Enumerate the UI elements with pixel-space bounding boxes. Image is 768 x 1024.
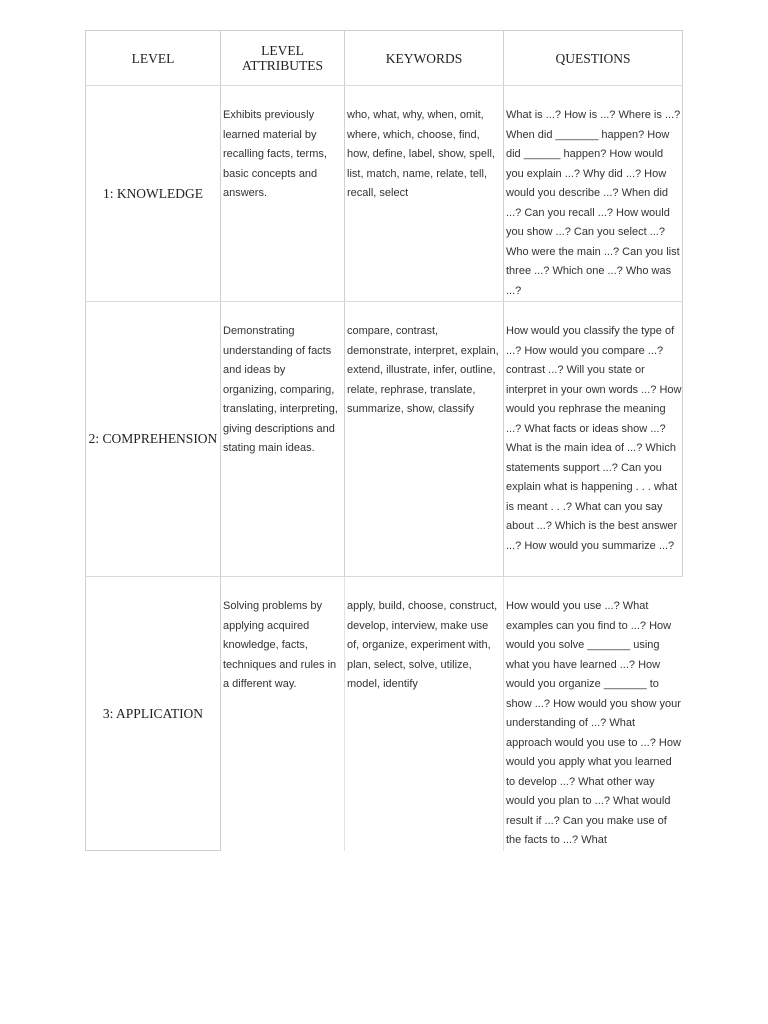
blooms-taxonomy-table [85, 30, 683, 851]
table-row-comprehension [85, 302, 683, 577]
level-cell [85, 577, 220, 851]
level-cell [85, 86, 220, 301]
keywords-text: who, what, why, when, omit, where, which, choose, find, how, define, label, show, spell, list, match, name, relate, tell, recall, select [347, 109, 495, 199]
keywords-text: apply, build, choose, construct, develop, interview, make use of, organize, experiment with, plan, select, solve, utilize, model, identify [347, 600, 498, 690]
attributes-text: Exhibits previously learned material by recalling facts, terms, basic concepts and answers. [223, 109, 327, 199]
header-level [85, 31, 220, 85]
level-name: 2: COMPREHENSION [88, 431, 218, 446]
header-level-label: LEVEL [131, 50, 175, 66]
header-level-attributes-label [242, 43, 323, 73]
questions-text: How would you use ...? What examples can you find to ...? How would you solve _______ using what you have learned ...? How would you organize _______ to show ...? How would you show your understanding of ...? What approach would you use to ...? How would you apply what you learned to develop ...? What other way would you plan to ...? What would result if ...? Can you make use of the facts to ...? What [506, 600, 681, 846]
keywords-cell [344, 577, 503, 851]
header-keywords-label: KEYWORDS [385, 50, 463, 66]
questions-cell [503, 577, 683, 851]
header-level-attributes [220, 31, 344, 85]
keywords-cell [344, 302, 503, 576]
keywords-text: compare, contrast, demonstrate, interpret, explain, extend, illustrate, infer, outline, relate, rephrase, translate, summarize, show, classify [347, 325, 499, 415]
questions-cell [503, 86, 683, 301]
level-name: 3: APPLICATION [102, 705, 204, 721]
questions-cell [503, 302, 683, 576]
attributes-cell [220, 86, 344, 301]
questions-text: What is ...? How is ...? Where is ...? When did _______ happen? How did ______ happen? How would you explain ...? Why did ...? How would you describe ...? When did ...? Can you recall ...? How would you show ...? Can you select ...? Who were the main ...? Can you list three ...? Which one ...? Who was ...? [506, 109, 681, 297]
header-questions [503, 31, 683, 85]
attributes-text: Solving problems by applying acquired knowledge, facts, techniques and rules in a different way. [223, 600, 337, 690]
questions-text: How would you classify the type of ...? How would you compare ...? contrast ...? Will you state or interpret in your own words ...? How would you rephrase the meaning ...? What facts or ideas show ...? What is the main idea of ...? Which statements support ...? Can you explain what is happening . . . what is meant . . .? What can you say about ...? Which is the best answer ...? How would you summarize ...? [506, 325, 682, 552]
header-attributes-line1: LEVEL [261, 43, 304, 58]
table-header-row [85, 30, 683, 86]
keywords-cell [344, 86, 503, 301]
table-row-application [85, 577, 683, 851]
level-name: 1: KNOWLEDGE [102, 185, 204, 201]
attributes-text: Demonstrating understanding of facts and ideas by organizing, comparing, translating, interpreting, giving descriptions and stating main ideas. [223, 325, 338, 454]
attributes-cell [220, 577, 344, 851]
header-questions-label: QUESTIONS [555, 50, 631, 66]
header-attributes-line2: ATTRIBUTES [242, 58, 323, 73]
header-keywords [344, 31, 503, 85]
level-cell [85, 302, 220, 576]
table-row-knowledge [85, 86, 683, 302]
attributes-cell [220, 302, 344, 576]
